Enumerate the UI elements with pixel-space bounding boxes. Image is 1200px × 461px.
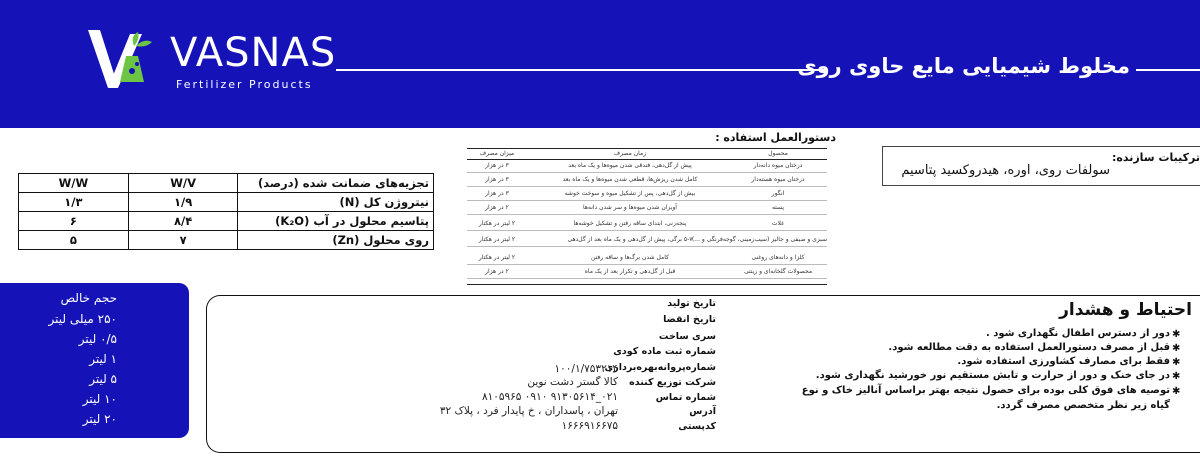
postal-code-label: کدپستی xyxy=(678,421,716,432)
header-divider-right xyxy=(1136,69,1200,71)
warning-title: احتیاط و هشدار xyxy=(1059,300,1192,320)
usage-crop: درختان میوه هسته‌دار xyxy=(751,176,805,183)
product-title: مخلوط شیمیایی مایع حاوی روی xyxy=(797,54,1130,78)
usage-row-rule xyxy=(467,186,827,187)
brand-name: VASNAS xyxy=(170,30,337,76)
usage-bottom-rule xyxy=(467,284,827,285)
usage-header-crop: محصول xyxy=(768,150,788,157)
batch-label: سری ساخت xyxy=(658,331,716,342)
usage-time: قبل از گل‌دهی و تکرار بعد از یک ماه xyxy=(584,268,676,275)
usage-row-rule xyxy=(467,246,827,247)
usage-header-dose: میزان مصرف xyxy=(479,150,515,157)
usage-crop: کلزا و دانه‌های روغنی xyxy=(751,254,805,261)
usage-row-rule xyxy=(467,230,827,231)
net-volume-box xyxy=(0,283,189,438)
brand-logo xyxy=(86,26,346,96)
usage-dose: ۳ در هزار xyxy=(485,190,509,197)
usage-row-rule xyxy=(467,214,827,215)
header-band xyxy=(0,0,1200,128)
cell-wv: ۱/۹ xyxy=(128,193,238,212)
usage-dose: ۳ در هزار xyxy=(485,176,509,183)
cell-label: نیتروژن کل (N) xyxy=(238,193,434,212)
volume-option: ۱ لیتر xyxy=(89,352,117,366)
usage-dose: ۲ لیتر در هکتار xyxy=(478,254,516,261)
volume-option: ۲۵۰ میلی لیتر xyxy=(48,312,117,326)
bullet-icon: ✱ xyxy=(1172,386,1181,397)
usage-title: دستورالعمل استفاده : xyxy=(715,131,836,144)
usage-row-rule xyxy=(467,172,827,173)
usage-crop: محصولات گلخانه‌ای و زینتی xyxy=(743,268,813,275)
warning-item: گیاه زیر نظر متخصص مصرف گردد. xyxy=(996,400,1170,411)
registration-number-value: ۱۰۰/۱/۷۵۳۲۱۴ xyxy=(554,363,618,375)
usage-dose: ۲ در هزار xyxy=(485,204,509,211)
usage-crop: پسته xyxy=(771,204,785,211)
usage-row-rule xyxy=(467,200,827,201)
table-row xyxy=(19,231,434,250)
bullet-icon: ✱ xyxy=(1172,371,1181,382)
cell-ww: ۱/۳ xyxy=(19,193,129,212)
usage-time: آویزان شدن میوه‌ها و سر شدن دانه‌ها xyxy=(583,204,677,211)
usage-header-time: زمان مصرف xyxy=(613,150,647,157)
volume-option: ۱۰ لیتر xyxy=(82,392,117,406)
usage-header-rule xyxy=(467,159,827,160)
phone-label: شماره تماس xyxy=(655,392,716,403)
col-header-wv: W/V xyxy=(128,174,238,193)
usage-row-rule xyxy=(467,278,827,279)
bullet-icon: ✱ xyxy=(1172,357,1181,368)
warning-item: توصیه های فوق کلی بوده برای حصول نتیجه بهتر براساس آنالیز خاک و نوع xyxy=(801,385,1170,396)
warning-item: دور از دسترس اطفال نگهداری شود . xyxy=(985,328,1170,339)
warning-item: در جای خنک و دور از حرارت و تابش مستقیم نور خورشید نگهداری شود. xyxy=(815,370,1170,381)
license-number-label: شماره‌پروانه‌بهره‌برداری xyxy=(604,362,716,373)
cell-label: پتاسیم محلول در آب (K₂O) xyxy=(238,212,434,231)
usage-crop: سبزی و صیفی و جالیز (سیب‌زمینی، گوجه‌فرنگی و ...) xyxy=(691,236,827,243)
composition-label: ترکیبات سازنده: xyxy=(1111,151,1200,164)
cell-ww: ۶ xyxy=(19,212,129,231)
table-row xyxy=(19,193,434,212)
usage-crop: غلات xyxy=(771,220,785,227)
expiry-date-label: تاریخ انقضا xyxy=(663,314,716,325)
usage-crop: درختان میوه دانه‌دار xyxy=(753,162,803,169)
distributor-value: کالا گستر دشت نوین xyxy=(527,376,618,388)
bullet-icon: ✱ xyxy=(1172,343,1181,354)
volume-option: ۵ لیتر xyxy=(89,372,117,386)
table-row xyxy=(19,212,434,231)
volume-option: ۲۰ لیتر xyxy=(82,412,117,426)
postal-code-value: ۱۶۶۶۹۱۶۶۷۵ xyxy=(561,420,618,432)
cell-label: روی محلول (Zn) xyxy=(238,231,434,250)
col-header-ww: W/W xyxy=(19,174,129,193)
brand-tagline: Fertilizer Products xyxy=(176,78,313,91)
registration-number-label: شماره ثبت ماده کودی xyxy=(613,346,716,357)
header-divider-left xyxy=(336,69,826,71)
cell-ww: ۵ xyxy=(19,231,129,250)
usage-time: کامل شدن ریزش‌ها، قطعی شدن میوه‌ها و یک ماه بعد xyxy=(562,176,698,183)
cell-wv: ۷ xyxy=(128,231,238,250)
usage-time: پنجه‌زنی، ابتدای ساقه رفتن و تشکیل خوشه‌ها xyxy=(573,220,687,227)
warning-item: فقط برای مصارف کشاورزی استفاده شود. xyxy=(957,356,1170,367)
net-volume-title: حجم خالص xyxy=(60,291,117,305)
warning-item: قبل از مصرف دستورالعمل استفاده به دقت مطالعه شود. xyxy=(888,342,1170,353)
usage-crop: انگور xyxy=(771,190,785,197)
usage-table xyxy=(467,148,827,286)
cell-wv: ۸/۴ xyxy=(128,212,238,231)
address-value: تهران ، پاسداران ، خ پایدار فرد ، پلاک ۳۲ xyxy=(439,405,618,417)
usage-time: پیش از گل‌دهی، فندقی شدن میوه‌ها و یک ماه بعد xyxy=(568,162,692,169)
volume-option: ۰/۵ لیتر xyxy=(78,332,117,346)
distributor-label: شرکت توزیع کننده xyxy=(629,377,716,388)
usage-top-rule xyxy=(467,148,827,149)
production-date-label: تاریخ تولید xyxy=(667,298,716,309)
col-header-analysis: تجزیه‌های ضمانت شده (درصد) xyxy=(238,174,434,193)
usage-row-rule xyxy=(467,264,827,265)
phone-value: ۰۲۱_۹۱۳۰۵۶۱۴ ۰۹۱۰ ۸۱۰۵۹۶۵ xyxy=(481,391,618,403)
usage-time: ۵-۷ برگی، پیش از گل‌دهی و یک ماه بعد از گل‌دهی xyxy=(567,236,693,243)
usage-dose: ۳ در هزار xyxy=(485,162,509,169)
usage-dose: ۲ لیتر در هکتار xyxy=(478,220,516,227)
vasnas-logo-icon xyxy=(86,26,156,90)
table-header-row xyxy=(19,174,434,193)
bullet-icon: ✱ xyxy=(1172,329,1181,340)
usage-time: بیش از گل‌دهی، پس از تشکیل میوه و سوخت خوشه xyxy=(564,190,696,197)
usage-time: کامل شدن برگ‌ها و ساقه رفتن xyxy=(591,254,669,261)
usage-dose: ۲ در هزار xyxy=(485,268,509,275)
address-label: آدرس xyxy=(689,406,716,417)
usage-dose: ۲ لیتر در هکتار xyxy=(478,236,516,243)
composition-value: سولفات روی، اوره، هیدروکسید پتاسیم xyxy=(901,163,1110,178)
guarantee-table xyxy=(18,173,434,250)
